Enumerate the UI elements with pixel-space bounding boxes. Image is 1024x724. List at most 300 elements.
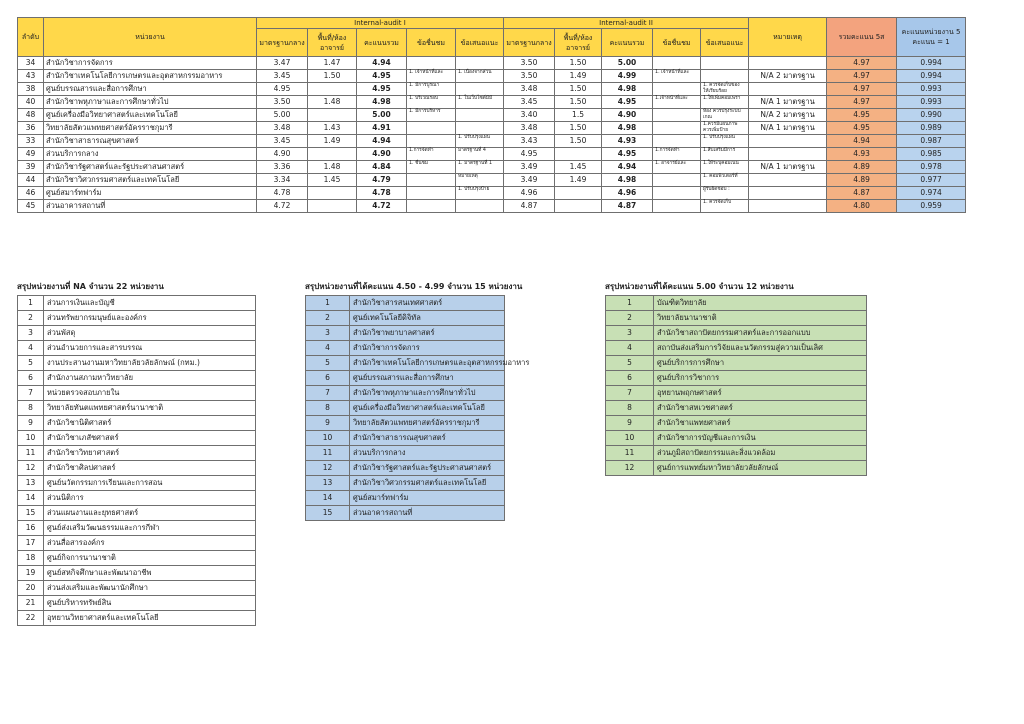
item-number: 8	[18, 401, 44, 416]
cell-a2-total: 4.95	[602, 148, 653, 161]
na-summary-title: สรุปหน่วยงานที่ NA จำนวน 22 หน่วยงาน	[17, 282, 164, 291]
cell-a1-std: 5.00	[257, 109, 308, 122]
item-number: 9	[306, 416, 350, 431]
cell-a2-total: 4.96	[602, 187, 653, 200]
cell-a1-std: 3.36	[257, 161, 308, 174]
item-number: 2	[18, 311, 44, 326]
item-unit-name: ศูนย์สมาร์ทฟาร์ม	[350, 491, 505, 506]
full-summary-table	[605, 295, 867, 476]
header-normalized-score: คะแนนหน่วยงาน 5 คะแนน = 1	[897, 18, 966, 57]
cell-a2-room: 1.49	[555, 70, 602, 83]
item-number: 10	[306, 431, 350, 446]
list-item	[606, 431, 867, 446]
cell-order: 38	[18, 83, 44, 96]
list-item	[18, 446, 256, 461]
cell-a2-suggest: 1.ให้เพิ่มคอมเพรา	[701, 96, 749, 109]
item-number: 5	[306, 356, 350, 371]
item-number: 1	[306, 296, 350, 311]
list-item	[18, 341, 256, 356]
cell-a2-praise	[653, 122, 701, 135]
header-order: ลำดับ	[18, 18, 44, 57]
item-unit-name: สำนักวิชาพยาบาลศาสตร์	[350, 326, 505, 341]
list-item	[18, 611, 256, 626]
cell-a2-room	[555, 148, 602, 161]
cell-a2-praise	[653, 135, 701, 148]
item-unit-name: อุทยานพฤกษศาสตร์	[654, 386, 867, 401]
item-unit-name: ศูนย์บรรณสารและสื่อการศึกษา	[350, 371, 505, 386]
item-number: 8	[306, 401, 350, 416]
table-row	[18, 187, 966, 200]
cell-a1-suggest: 1. ในเว็บไซต์มีมี	[456, 96, 504, 109]
cell-a2-suggest: 1. คอมพิวเตอร์ที่	[701, 174, 749, 187]
item-unit-name: วิทยาลัยนานาชาติ	[654, 311, 867, 326]
item-number: 7	[606, 386, 654, 401]
item-number: 7	[18, 386, 44, 401]
cell-a2-praise	[653, 187, 701, 200]
cell-order: 48	[18, 109, 44, 122]
item-unit-name: ศูนย์สหกิจศึกษาและพัฒนาอาชีพ	[44, 566, 256, 581]
item-number: 19	[18, 566, 44, 581]
item-number: 11	[306, 446, 350, 461]
cell-a2-suggest: 1.ควรมีแผนภาพ ควรเพิ่มป้าย	[701, 122, 749, 135]
item-number: 11	[18, 446, 44, 461]
cell-a1-total: 4.72	[357, 200, 407, 213]
list-item	[606, 446, 867, 461]
list-item	[306, 491, 505, 506]
item-unit-name: ศูนย์นวัตกรรมการเรียนและการสอน	[44, 476, 256, 491]
item-unit-name: สำนักวิชาสารสนเทศศาสตร์	[350, 296, 505, 311]
item-unit-name: หน่วยตรวจสอบภายใน	[44, 386, 256, 401]
item-unit-name: ศูนย์บริการวิชาการ	[654, 371, 867, 386]
cell-a2-total: 4.94	[602, 161, 653, 174]
list-item	[306, 416, 505, 431]
list-item	[18, 521, 256, 536]
cell-unit: สำนักวิชาเทคโนโลยีการเกษตรและอุตสาหกรรมอาหาร	[44, 70, 257, 83]
table-row	[18, 200, 966, 213]
cell-a2-room	[555, 187, 602, 200]
list-item	[18, 461, 256, 476]
list-item	[18, 581, 256, 596]
item-unit-name: ศูนย์เครื่องมือวิทยาศาสตร์และเทคโนโลยี	[350, 401, 505, 416]
item-number: 14	[306, 491, 350, 506]
cell-a2-std: 3.49	[504, 174, 555, 187]
cell-a1-suggest: 1. เนื่องจากส่วน	[456, 70, 504, 83]
item-unit-name: ศูนย์เทคโนโลยีดิจิทัล	[350, 311, 505, 326]
cell-a2-total: 4.87	[602, 200, 653, 213]
cell-a2-std: 3.43	[504, 135, 555, 148]
cell-a2-suggest: 1. ปรับปรุงแผน	[701, 135, 749, 148]
item-unit-name: ส่วนอาคารสถานที่	[350, 506, 505, 521]
item-unit-name: สำนักวิชาพหุภาษาและการศึกษาทั่วไป	[350, 386, 505, 401]
item-unit-name: ส่วนอำนวยการและสารบรรณ	[44, 341, 256, 356]
item-unit-name: ส่วนการเงินและบัญชี	[44, 296, 256, 311]
table-row	[18, 70, 966, 83]
header-a2-std: มาตรฐานกลาง	[504, 29, 555, 57]
list-item	[18, 476, 256, 491]
list-item	[18, 416, 256, 431]
item-unit-name: สถาบันส่งเสริมการวิจัยและนวัตกรรมสู่ความเป็นเลิศ	[654, 341, 867, 356]
item-unit-name: ศูนย์การแพทย์มหาวิทยาลัยวลัยลักษณ์	[654, 461, 867, 476]
header-a1-std: มาตรฐานกลาง	[257, 29, 308, 57]
cell-a2-total: 4.99	[602, 70, 653, 83]
item-number: 13	[306, 476, 350, 491]
cell-sum5: 4.89	[827, 161, 897, 174]
cell-a2-std: 3.45	[504, 96, 555, 109]
cell-a2-praise	[653, 174, 701, 187]
cell-unit: ศูนย์สมาร์ทฟาร์ม	[44, 187, 257, 200]
cell-norm: 0.989	[897, 122, 966, 135]
item-unit-name: สำนักวิชาศิลปศาสตร์	[44, 461, 256, 476]
list-item	[606, 416, 867, 431]
item-unit-name: สำนักวิชาวิทยาศาสตร์	[44, 446, 256, 461]
item-number: 15	[18, 506, 44, 521]
item-number: 15	[306, 506, 350, 521]
cell-remark: N/A 2 มาตรฐาน	[749, 109, 827, 122]
cell-a2-room: 1.45	[555, 161, 602, 174]
item-unit-name: วิทยาลัยสัตวแพทยศาสตร์อัครราชกุมารี	[350, 416, 505, 431]
cell-a1-std: 4.90	[257, 148, 308, 161]
item-unit-name: สำนักวิชาวิศวกรรมศาสตร์และเทคโนโลยี	[350, 476, 505, 491]
cell-remark: N/A 1 มาตรฐาน	[749, 161, 827, 174]
item-unit-name: ศูนย์กิจการนานาชาติ	[44, 551, 256, 566]
cell-a2-room: 1.50	[555, 57, 602, 70]
cell-sum5: 4.94	[827, 135, 897, 148]
item-unit-name: สำนักวิชานิติศาสตร์	[44, 416, 256, 431]
cell-a2-suggest: 1.ให้ระบุคอมเนน	[701, 161, 749, 174]
cell-a1-praise: 1. เจ้าหน้าที่และ	[407, 70, 456, 83]
table-row	[18, 122, 966, 135]
item-unit-name: ส่วนนิติการ	[44, 491, 256, 506]
item-number: 1	[18, 296, 44, 311]
list-item	[306, 446, 505, 461]
list-item	[18, 311, 256, 326]
cell-a2-total: 5.00	[602, 57, 653, 70]
cell-unit: ศูนย์บรรณสารและสื่อการศึกษา	[44, 83, 257, 96]
cell-order: 40	[18, 96, 44, 109]
cell-a1-total: 5.00	[357, 109, 407, 122]
list-item	[606, 356, 867, 371]
item-unit-name: ส่วนส่งเสริมและพัฒนานักศึกษา	[44, 581, 256, 596]
list-item	[606, 401, 867, 416]
list-item	[306, 326, 505, 341]
item-unit-name: งานประสานงานมหาวิทยาลัยวลัยลักษณ์ (กทม.)	[44, 356, 256, 371]
cell-remark	[749, 174, 827, 187]
cell-remark	[749, 57, 827, 70]
item-number: 6	[306, 371, 350, 386]
item-unit-name: สำนักวิชาเทคโนโลยีการเกษตรและอุตสาหกรรมอาหาร	[350, 356, 505, 371]
list-item	[18, 536, 256, 551]
header-a2-suggest: ข้อเสนอแนะ	[701, 29, 749, 57]
cell-unit: สำนักวิชาการจัดการ	[44, 57, 257, 70]
cell-a2-room: 1.5	[555, 109, 602, 122]
cell-a2-total: 4.95	[602, 96, 653, 109]
list-item	[18, 491, 256, 506]
cell-unit: สำนักวิชารัฐศาสตร์และรัฐประศาสนศาสตร์	[44, 161, 257, 174]
table-row	[18, 109, 966, 122]
header-a2-room: พื้นที่/ห้อง อาจารย์	[555, 29, 602, 57]
cell-norm: 0.993	[897, 83, 966, 96]
cell-a1-praise	[407, 187, 456, 200]
cell-a1-suggest: 1. ปรับปรุงแผน	[456, 135, 504, 148]
cell-a2-suggest	[701, 70, 749, 83]
cell-norm: 0.977	[897, 174, 966, 187]
item-unit-name: สำนักวิชาสาธารณสุขศาสตร์	[350, 431, 505, 446]
item-number: 12	[306, 461, 350, 476]
mid-summary-title: สรุปหน่วยงานที่ได้คะแนน 4.50 - 4.99 จำนวน 15 หน่วยงาน	[305, 282, 523, 291]
cell-remark	[749, 83, 827, 96]
list-item	[606, 461, 867, 476]
item-unit-name: ส่วนบริการกลาง	[350, 446, 505, 461]
cell-a2-std: 4.96	[504, 187, 555, 200]
cell-sum5: 4.97	[827, 57, 897, 70]
cell-a2-suggest: 1.สืบเสริมมีการ	[701, 148, 749, 161]
table-row	[18, 174, 966, 187]
cell-remark: N/A 2 มาตรฐาน	[749, 70, 827, 83]
list-item	[606, 326, 867, 341]
item-number: 2	[606, 311, 654, 326]
cell-a1-room: 1.50	[308, 70, 357, 83]
list-item	[18, 566, 256, 581]
cell-a2-room: 1.50	[555, 96, 602, 109]
item-number: 3	[306, 326, 350, 341]
cell-order: 33	[18, 135, 44, 148]
cell-a2-suggest: ห้อง ควรปรุงระบบเกณ	[701, 109, 749, 122]
cell-a1-room	[308, 187, 357, 200]
list-item	[306, 461, 505, 476]
list-item	[606, 386, 867, 401]
cell-a1-std: 3.47	[257, 57, 308, 70]
item-number: 6	[606, 371, 654, 386]
cell-a1-total: 4.95	[357, 70, 407, 83]
list-item	[18, 551, 256, 566]
cell-a1-suggest: มาตรฐานที่ 4	[456, 148, 504, 161]
item-unit-name: ส่วนทรัพยากรมนุษย์และองค์กร	[44, 311, 256, 326]
cell-order: 46	[18, 187, 44, 200]
list-item	[306, 311, 505, 326]
cell-a1-room	[308, 200, 357, 213]
cell-sum5: 4.97	[827, 96, 897, 109]
item-unit-name: สำนักวิชาสหเวชศาสตร์	[654, 401, 867, 416]
cell-a2-praise: 1. อาจารย์และ	[653, 161, 701, 174]
cell-a2-std: 3.50	[504, 70, 555, 83]
cell-a1-room: 1.48	[308, 96, 357, 109]
cell-unit: ศูนย์เครื่องมือวิทยาศาสตร์และเทคโนโลยี	[44, 109, 257, 122]
item-number: 5	[606, 356, 654, 371]
cell-a1-praise	[407, 57, 456, 70]
item-unit-name: สำนักวิชาแพทยศาสตร์	[654, 416, 867, 431]
cell-a1-std: 3.48	[257, 122, 308, 135]
cell-a1-suggest	[456, 109, 504, 122]
item-number: 12	[18, 461, 44, 476]
cell-a2-total: 4.90	[602, 109, 653, 122]
item-number: 6	[18, 371, 44, 386]
cell-sum5: 4.87	[827, 187, 897, 200]
list-item	[18, 296, 256, 311]
list-item	[18, 386, 256, 401]
cell-a2-praise: 1.เจ้าหน้าที่และ	[653, 96, 701, 109]
item-number: 21	[18, 596, 44, 611]
cell-a2-praise	[653, 200, 701, 213]
cell-a1-room	[308, 148, 357, 161]
cell-sum5: 4.80	[827, 200, 897, 213]
item-number: 11	[606, 446, 654, 461]
header-a1-total: คะแนนรวม	[357, 29, 407, 57]
cell-a2-praise: 1.การจัดทำ	[653, 148, 701, 161]
cell-a1-room	[308, 83, 357, 96]
item-number: 9	[606, 416, 654, 431]
list-item	[306, 506, 505, 521]
item-unit-name: สำนักวิชารัฐศาสตร์และรัฐประศาสนศาสตร์	[350, 461, 505, 476]
cell-unit: สำนักวิชาสาธารณสุขศาสตร์	[44, 135, 257, 148]
list-item	[18, 371, 256, 386]
cell-a1-suggest: 1. ปรับปรุงป้าย	[456, 187, 504, 200]
item-number: 3	[18, 326, 44, 341]
item-unit-name: ศูนย์ส่งเสริมวัฒนธรรมและการกีฬา	[44, 521, 256, 536]
list-item	[606, 371, 867, 386]
item-unit-name: ศูนย์บริการการศึกษา	[654, 356, 867, 371]
item-unit-name: ส่วนภูมิสถาปัตยกรรมและสิ่งแวดล้อม	[654, 446, 867, 461]
item-number: 10	[606, 431, 654, 446]
list-item	[306, 341, 505, 356]
cell-a1-total: 4.90	[357, 148, 407, 161]
cell-sum5: 4.95	[827, 122, 897, 135]
item-number: 4	[18, 341, 44, 356]
cell-a1-std: 4.72	[257, 200, 308, 213]
cell-a1-total: 4.98	[357, 96, 407, 109]
cell-a2-praise	[653, 83, 701, 96]
cell-order: 39	[18, 161, 44, 174]
table-row	[18, 148, 966, 161]
cell-a2-room: 1.50	[555, 83, 602, 96]
cell-a1-total: 4.94	[357, 135, 407, 148]
cell-a2-room: 1.49	[555, 174, 602, 187]
na-summary-table	[17, 295, 256, 626]
list-item	[306, 356, 505, 371]
item-number: 1	[606, 296, 654, 311]
item-unit-name: ส่วนสื่อสารองค์กร	[44, 536, 256, 551]
item-unit-name: ส่วนพัสดุ	[44, 326, 256, 341]
cell-a2-room	[555, 200, 602, 213]
cell-a2-std: 3.40	[504, 109, 555, 122]
item-number: 14	[18, 491, 44, 506]
cell-norm: 0.985	[897, 148, 966, 161]
item-number: 3	[606, 326, 654, 341]
cell-unit: ส่วนบริการกลาง	[44, 148, 257, 161]
cell-a2-std: 3.48	[504, 83, 555, 96]
table-row	[18, 135, 966, 148]
cell-sum5: 4.93	[827, 148, 897, 161]
full-summary-title: สรุปหน่วยงานที่ได้คะแนน 5.00 จำนวน 12 หน่วยงาน	[605, 282, 794, 291]
cell-a1-suggest	[456, 57, 504, 70]
list-item	[606, 311, 867, 326]
cell-norm: 0.990	[897, 109, 966, 122]
cell-a1-total: 4.79	[357, 174, 407, 187]
cell-a2-total: 4.98	[602, 174, 653, 187]
table-row	[18, 161, 966, 174]
cell-a1-suggest	[456, 83, 504, 96]
item-number: 13	[18, 476, 44, 491]
header-a2-praise: ข้อชื่นชม	[653, 29, 701, 57]
cell-a2-praise	[653, 109, 701, 122]
cell-a1-total: 4.94	[357, 57, 407, 70]
cell-a2-total: 4.98	[602, 122, 653, 135]
item-unit-name: วิทยาลัยทันตแพทยศาสตร์นานาชาติ	[44, 401, 256, 416]
item-number: 16	[18, 521, 44, 536]
item-unit-name: ศูนย์บริหารทรัพย์สิน	[44, 596, 256, 611]
cell-a1-room: 1.45	[308, 174, 357, 187]
cell-sum5: 4.97	[827, 83, 897, 96]
cell-order: 44	[18, 174, 44, 187]
cell-unit: สำนักวิชาพหุภาษาและการศึกษาทั่วไป	[44, 96, 257, 109]
item-number: 2	[306, 311, 350, 326]
cell-a2-room: 1.50	[555, 122, 602, 135]
list-item	[606, 296, 867, 311]
cell-norm: 0.974	[897, 187, 966, 200]
cell-norm: 0.978	[897, 161, 966, 174]
cell-a1-std: 3.45	[257, 70, 308, 83]
cell-norm: 0.993	[897, 96, 966, 109]
cell-a1-std: 4.95	[257, 83, 308, 96]
cell-a2-suggest	[701, 57, 749, 70]
cell-remark	[749, 200, 827, 213]
header-audit-2: Internal-audit II	[504, 18, 749, 29]
cell-order: 43	[18, 70, 44, 83]
cell-sum5: 4.97	[827, 70, 897, 83]
cell-a1-std: 4.78	[257, 187, 308, 200]
cell-remark: N/A 1 มาตรฐาน	[749, 122, 827, 135]
cell-unit: ส่วนอาคารสถานที่	[44, 200, 257, 213]
list-item	[306, 386, 505, 401]
header-audit-1: Internal-audit I	[257, 18, 504, 29]
item-unit-name: สำนักวิชาการจัดการ	[350, 341, 505, 356]
cell-unit: สำนักวิชาวิศวกรรมศาสตร์และเทคโนโลยี	[44, 174, 257, 187]
list-item	[306, 371, 505, 386]
cell-order: 49	[18, 148, 44, 161]
cell-a1-std: 3.50	[257, 96, 308, 109]
cell-unit: วิทยาลัยสัตวแพทยศาสตร์อัครราชกุมารี	[44, 122, 257, 135]
cell-a1-praise	[407, 174, 456, 187]
cell-remark	[749, 148, 827, 161]
cell-a1-total: 4.78	[357, 187, 407, 200]
list-item	[18, 326, 256, 341]
table-row	[18, 96, 966, 109]
table-row	[18, 83, 966, 96]
cell-a1-praise: 1.การจัดทำ	[407, 148, 456, 161]
cell-a1-suggest	[456, 122, 504, 135]
cell-order: 34	[18, 57, 44, 70]
list-item	[306, 401, 505, 416]
cell-a2-suggest: ผู้รับผิดชอบ :	[701, 187, 749, 200]
cell-a1-total: 4.91	[357, 122, 407, 135]
header-remark: หมายเหตุ	[749, 18, 827, 57]
cell-remark: N/A 1 มาตรฐาน	[749, 96, 827, 109]
list-item	[18, 356, 256, 371]
item-number: 7	[306, 386, 350, 401]
item-unit-name: ส่วนแผนงานและยุทธศาสตร์	[44, 506, 256, 521]
item-number: 20	[18, 581, 44, 596]
item-unit-name: สำนักวิชาสถาปัตยกรรมศาสตร์และการออกแบบ	[654, 326, 867, 341]
cell-a1-praise: 1. ชื่นชม	[407, 161, 456, 174]
header-unit: หน่วยงาน	[44, 18, 257, 57]
cell-a2-std: 4.95	[504, 148, 555, 161]
cell-a1-suggest: 1. มาตรฐานที่ 1	[456, 161, 504, 174]
cell-a1-praise: 1. มีการบริหาร	[407, 109, 456, 122]
cell-a1-std: 3.34	[257, 174, 308, 187]
item-number: 12	[606, 461, 654, 476]
audit-results-table	[17, 17, 966, 213]
item-unit-name: สำนักวิชาการบัญชีและการเงิน	[654, 431, 867, 446]
list-item	[18, 401, 256, 416]
